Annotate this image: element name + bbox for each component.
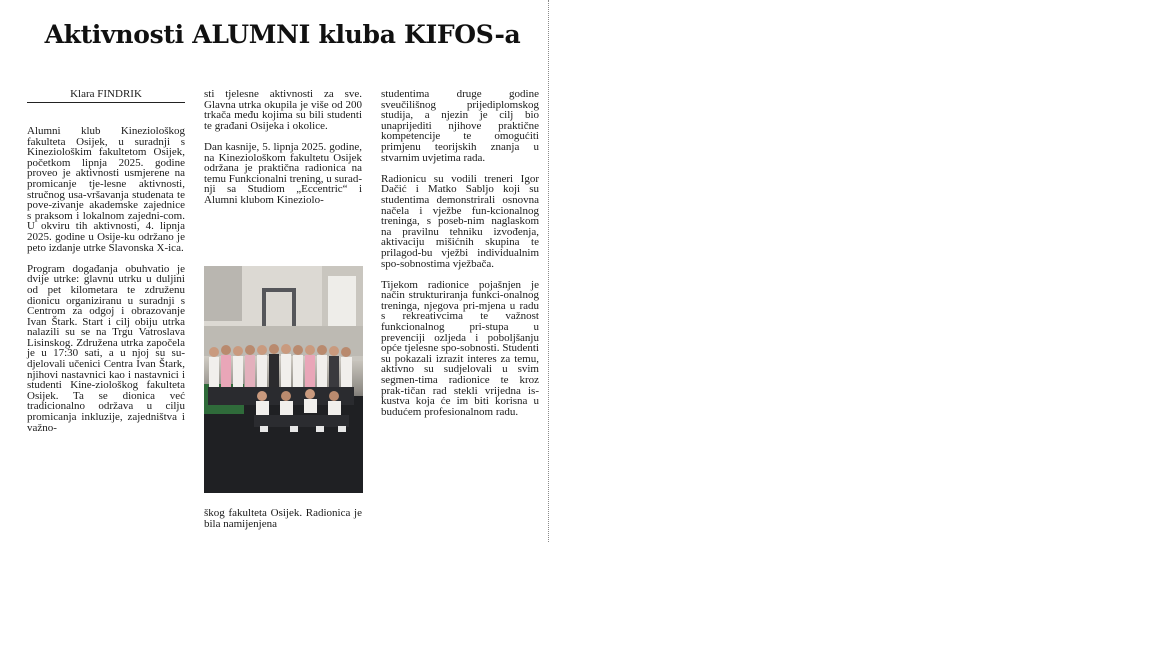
text-column-2-continued xyxy=(204,508,362,529)
group-photo xyxy=(204,266,363,493)
paragraph: sti tjelesne aktivnosti za sve. Glavna utrka okupila je više od 200 trkača među kojima su bili studenti te građani Osijeka i okolice. xyxy=(204,88,362,132)
paragraph: škog fakulteta Osijek. Radionica je bila namijenjena xyxy=(204,507,362,530)
paragraph: Radionicu su vodili treneri Igor Dačić i Matko Sabljo koji su studentima demonstrirali osnovna načela i vježbe fun-kcionalnog treninga, s poseb-nim naglaskom na pravilnu tehniku izvođenja, aktivaciju mišićnih skupina te prilagod-bu vježbi individualnim spo-sobnostima vježbača. xyxy=(381,172,539,270)
paragraph: Tijekom radionice pojašnjen je način strukturiranja funkci-onalnog treninga, njegova pri-mjena u radu s rekreativcima te važnost funkcionalnog pri-stupa u prevenciji ozljeda i poboljšanju opće tjelesne spo-sobnosti. Studenti su pokazali izrazit interes za temu, aktivno su sudjelovali u svim segmen-tima radionice te kroz prak-tičan rad stekli vrijedna is-kustva koja će im biti korisna u budućem profesionalnom radu. xyxy=(381,278,539,418)
group-photo-illustration xyxy=(204,266,363,493)
text-column-3 xyxy=(381,89,539,417)
article-author: Klara FINDRIK xyxy=(27,88,185,103)
paragraph: Program događanja obuhvatio je dvije utrke: glavnu utrku u duljini od pet kilometara te združenu dionicu organiziranu u suradnji s Centrom za odgoj i obrazovanje Ivan Štark. Start i cilj obiju utrka nalazili su se na Trgu Vatroslava Lisinskog. Združena utrka započela je u 17:30 sati, a u njoj su su-djelovali učenici Centra Ivan Štark, njihovi nastavnici kao i nastavnici i studenti Kine-ziološkog fakulteta Osijek. Ta se dionica već tradicionalno održava u cilju promicanja inkluzije, zajedništva i važno- xyxy=(27,262,185,434)
paragraph: Dan kasnije, 5. lipnja 2025. godine, na Kineziološkom fakultetu Osijek održana je praktična radionica na temu Funkcionalni trening, u surad-nji sa Studiom „Eccentric“ i Alumni klubom Kineziolo- xyxy=(204,140,362,206)
article-page xyxy=(0,0,549,542)
paragraph: studentima druge godine sveučilišnog prijediplomskog studija, a njezin je cilj bio unaprijediti njihove praktične kompetencije te omogućiti primjenu teorijskih znanja u stvarnim uvjetima rada. xyxy=(381,88,539,164)
paragraph: Alumni klub Kineziološkog fakulteta Osijek, u suradnji s Kineziološkim fakultetom Osijek, početkom lipnja 2025. godine proveo je aktivnosti usmjerene na promicanje tje-lesne aktivnosti, stručnog usa-vršavanja studenata te pove-zivanje akademske zajednice s praksom i lokalnom zajedni-com. U okviru tih aktivnosti, 4. lipnja 2025. godine u Osije-ku održano je peto izdanje utrke Slavonska X-ica. xyxy=(27,125,185,254)
text-column-2 xyxy=(204,89,362,206)
article-title: Aktivnosti ALUMNI kluba KIFOS-a xyxy=(44,20,521,49)
text-column-1 xyxy=(27,126,185,433)
page-edge-divider xyxy=(548,0,549,542)
